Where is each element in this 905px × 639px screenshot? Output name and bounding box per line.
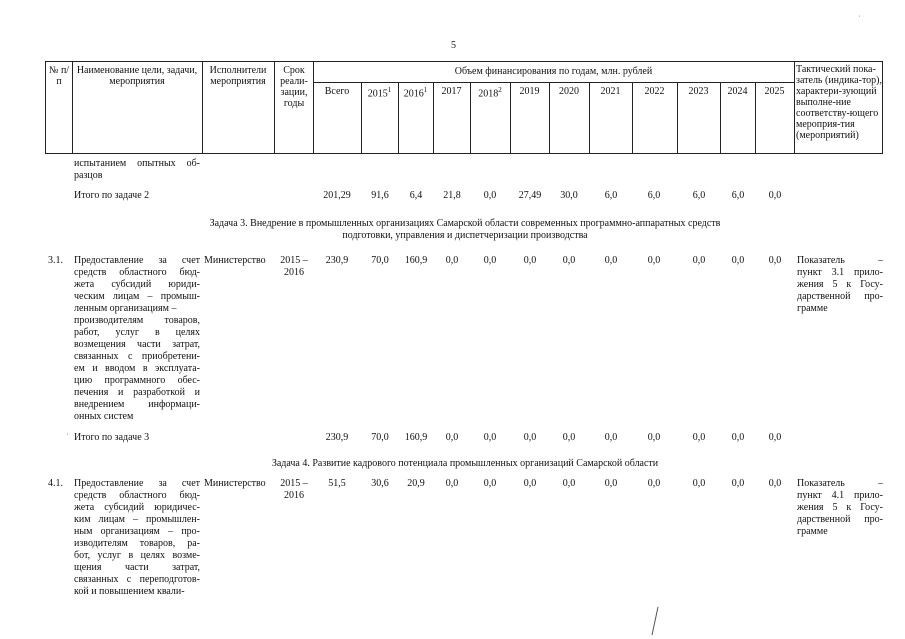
text-line: жета субсидий юриди-	[74, 279, 200, 290]
text-line: Предоставление за счет	[74, 255, 200, 266]
row31-indicator	[797, 255, 883, 315]
value-cell: 6,0	[647, 190, 661, 201]
row-number: 4.1.	[48, 478, 63, 489]
scan-speck: ˙	[858, 14, 861, 23]
value-cell: 21,8	[443, 190, 461, 201]
row41-indicator	[797, 478, 883, 538]
text-line: средств областного бюд-	[74, 267, 200, 278]
value-cell: 0,0	[562, 255, 576, 266]
row41-name	[74, 478, 200, 598]
value-cell: 0,0	[768, 478, 782, 489]
task4-title: Задача 4. Развитие кадрового потенциала промышленных организаций Самарской области	[271, 458, 659, 469]
value-cell: 0,0	[483, 432, 497, 443]
header-year: 2024	[727, 86, 748, 97]
text-line: производителям товаров,	[74, 315, 200, 326]
text-line: кой и повышением квали-	[74, 586, 185, 597]
value-cell: 0,0	[562, 432, 576, 443]
term-end: 2016	[284, 490, 304, 501]
value-cell: 0,0	[692, 255, 706, 266]
value-cell: 51,5	[328, 478, 346, 489]
value-cell: 0,0	[647, 432, 661, 443]
value-cell: 0,0	[768, 255, 782, 266]
column-divider	[202, 61, 203, 154]
value-cell: 20,9	[407, 478, 425, 489]
text-line: средств областного бюд-	[74, 490, 200, 501]
text-line: бот, услуг в целях возме-	[74, 550, 200, 561]
total-task2-label: Итого по задаче 2	[74, 190, 150, 201]
continuation-text: испытанием опытных об-	[74, 158, 200, 169]
value-cell: 0,0	[731, 432, 745, 443]
text-line: ем и вводом в эксплуата-	[74, 363, 200, 374]
row31-executor: Министерство	[204, 255, 266, 266]
scan-speck: ˙	[66, 432, 69, 441]
value-cell: 6,0	[692, 190, 706, 201]
header-year: 2019	[519, 86, 540, 97]
value-cell: 0,0	[445, 478, 459, 489]
header-number: № п/п	[48, 65, 70, 87]
header-executors: Исполнители мероприятия	[209, 65, 267, 87]
text-line: внедрением информаци-	[74, 399, 200, 410]
header-total: Всего	[324, 86, 350, 97]
value-cell: 0,0	[731, 478, 745, 489]
text-line: пункт 4.1 прило-	[797, 490, 883, 501]
value-cell: 0,0	[483, 478, 497, 489]
text-line: щения части затрат,	[74, 562, 200, 573]
value-cell: 0,0	[523, 478, 537, 489]
text-line: ным организациям – про-	[74, 526, 200, 537]
task3-title-line: подготовки, управления и диспетчеризации производства	[342, 230, 588, 241]
text-line: Показатель –	[797, 478, 883, 489]
text-line: жения 5 к Госу-	[797, 502, 883, 513]
text-line: жения 5 к Госу-	[797, 279, 883, 290]
value-cell: 0,0	[604, 432, 618, 443]
column-divider	[794, 61, 795, 154]
value-cell: 0,0	[523, 432, 537, 443]
value-cell: 70,0	[371, 432, 389, 443]
row41-term	[276, 478, 312, 502]
header-term: Срок реали-зации, годы	[280, 65, 308, 109]
text-line: пункт 3.1 прило-	[797, 267, 883, 278]
value-cell: 230,9	[325, 432, 349, 443]
continuation-text: разцов	[74, 170, 103, 181]
funding-header-divider	[313, 82, 794, 83]
value-cell: 0,0	[768, 190, 782, 201]
header-year: 2023	[688, 86, 709, 97]
text-line: Показатель –	[797, 255, 883, 266]
task3-title	[140, 218, 790, 242]
pen-stroke	[648, 606, 662, 636]
text-line: дарственной про-	[797, 514, 883, 525]
text-line: печения и разработкой и	[74, 387, 200, 398]
text-line: грамме	[797, 303, 828, 314]
value-cell: 0,0	[604, 478, 618, 489]
row31-term	[276, 255, 312, 279]
row41-executor: Министерство	[204, 478, 266, 489]
value-cell: 91,6	[371, 190, 389, 201]
value-cell: 6,4	[409, 190, 423, 201]
value-cell: 0,0	[692, 478, 706, 489]
value-cell: 30,6	[371, 478, 389, 489]
header-funding: Объем финансирования по годам, млн. рублей	[454, 66, 653, 77]
value-cell: 0,0	[562, 478, 576, 489]
value-cell: 0,0	[445, 432, 459, 443]
value-cell: 230,9	[325, 255, 349, 266]
value-cell: 0,0	[692, 432, 706, 443]
value-cell: 160,9	[404, 432, 428, 443]
value-cell: 30,0	[560, 190, 578, 201]
row31-name	[74, 255, 200, 423]
value-cell: 201,29	[323, 190, 351, 201]
text-line: дарственной про-	[797, 291, 883, 302]
header-year: 2020	[559, 86, 579, 97]
text-line: Предоставление за счет	[74, 478, 200, 489]
value-cell: 0,0	[523, 255, 537, 266]
header-indicator: Тактический пока-затель (индика-тор), характери-зующий выполне-ние соответству-ющего мероприя-тия (мероприятий)	[796, 64, 883, 141]
value-cell: 6,0	[731, 190, 745, 201]
value-cell: 0,0	[768, 432, 782, 443]
header-year: 2018$^2$	[478, 86, 502, 100]
task3-title-line: Задача 3. Внедрение в промышленных организациях Самарской области современных программно-аппаратных средств	[209, 218, 721, 229]
value-cell: 0,0	[445, 255, 459, 266]
text-line: ленным организациям –	[74, 303, 177, 314]
text-line: связанных с приобретени-	[74, 351, 200, 362]
value-cell: 0,0	[647, 478, 661, 489]
row-number: 3.1.	[48, 255, 63, 266]
text-line: изводителям товаров, ра-	[74, 538, 200, 549]
header-year: 2025	[764, 86, 785, 97]
text-line: связанных с переподготов-	[74, 574, 200, 585]
value-cell: 0,0	[483, 255, 497, 266]
text-line: грамме	[797, 526, 828, 537]
text-line: ческим лицам – промыш-	[74, 291, 200, 302]
value-cell: 0,0	[647, 255, 661, 266]
header-year: 2017	[441, 86, 462, 97]
column-divider	[72, 61, 73, 154]
text-line: работ, услуг в целях	[74, 327, 200, 338]
column-divider	[274, 61, 275, 154]
page-number: 5	[451, 40, 456, 51]
text-line: жета субсидий юридичес-	[74, 502, 200, 513]
value-cell: 70,0	[371, 255, 389, 266]
value-cell: 0,0	[483, 190, 497, 201]
text-line: ким лицам – промышлен-	[74, 514, 200, 525]
text-line: онных систем	[74, 411, 134, 422]
header-year: 2015$^1$	[367, 86, 392, 100]
value-cell: 6,0	[604, 190, 618, 201]
header-name: Наименование цели, задачи, мероприятия	[76, 65, 198, 87]
header-year: 2021	[600, 86, 621, 97]
total-task3-label: Итого по задаче 3	[74, 432, 150, 443]
value-cell: 0,0	[604, 255, 618, 266]
term-start: 2015 –	[280, 255, 308, 266]
value-cell: 0,0	[731, 255, 745, 266]
text-line: цию программного обес-	[74, 375, 200, 386]
value-cell: 160,9	[404, 255, 428, 266]
term-end: 2016	[284, 267, 304, 278]
text-line: возмещения части затрат,	[74, 339, 200, 350]
term-start: 2015 –	[280, 478, 308, 489]
value-cell: 27,49	[518, 190, 542, 201]
header-year: 2022	[644, 86, 665, 97]
header-year: 2016$^1$	[403, 86, 428, 100]
column-divider	[313, 61, 314, 154]
